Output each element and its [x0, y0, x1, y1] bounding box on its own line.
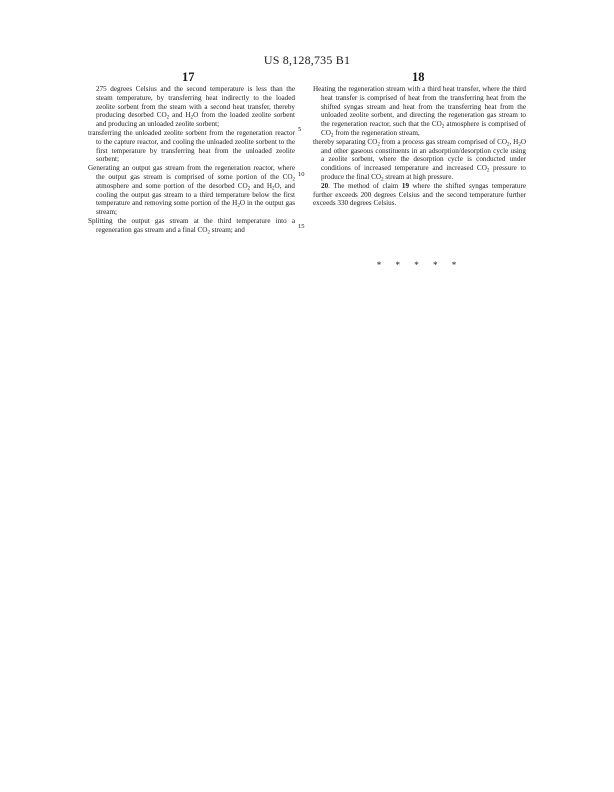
line-number: 5 — [298, 126, 302, 133]
paragraph: Splitting the output gas stream at the third temperature into a regeneration gas stream and a final $CO_2$ stream; and — [88, 216, 295, 236]
column-number-right: 18 — [412, 70, 425, 84]
left-column — [88, 85, 295, 235]
claim-20 — [313, 182, 526, 208]
right-column — [313, 85, 526, 208]
paragraph: thereby separating $CO_2$ from a process gas stream comprised of $CO_2$, $H_2O$ and other gaseous constituents in an adsorption/desorption cycle using a zeolite sorbent, where the desorption cycle is conducted under conditions of increased temperature and increased $CO_2$ pressure to produce the final $CO_2$ stream at high pressure. — [313, 137, 527, 183]
patent-number: US 8,128,735 B1 — [263, 53, 351, 67]
paragraph: Generating an output gas stream from the regeneration reactor, where the output gas stream is comprised of some portion of the $CO_2$ atmosphere and some portion of the desorbed $CO_2$ and $H_2O$, and cooling the output gas stream to a third temperature below the first temperature and removing some portion of the $H_2O$ in the output gas stream; — [88, 164, 296, 217]
claim-text: . The method of claim — [328, 181, 402, 190]
claim-reference: 19 — [401, 181, 410, 190]
line-number: 10 — [298, 171, 305, 178]
paragraph: Heating the regeneration stream with a third heat transfer, where the third heat transfer is comprised of heat from the transferring heat from the shifted syngas stream and heat from the transferring heat from the unloaded zeolite sorbent, and directing the regeneration gas stream to the regeneration reactor, such that the $CO_2$ atmosphere is comprised of $CO_2$ from the regeneration stream, — [313, 85, 527, 139]
end-of-document-mark: * * * * * — [376, 260, 463, 270]
line-number: 15 — [298, 223, 305, 230]
claim-text: where the shifted syngas temperature further exceeds 200 degrees Celsius and the second temperature further exceeds 330 degrees Celsius. — [313, 181, 526, 208]
paragraph: 275 degrees Celsius and the second temperature is less than the steam temperature, by transferring heat indirectly to the loaded zeolite sorbent from the steam with a second heat transfer, thereby producing desorbed $CO_2$ and $H_2O$ from the loaded zeolite sorbent and producing an unloaded zeolite sorbent; — [96, 85, 295, 129]
column-number-left: 17 — [182, 70, 195, 84]
paragraph: transferring the unloaded zeolite sorbent from the regeneration reactor to the capture reactor, and cooling the unloaded zeolite sorbent to the first temperature by transferring heat from the unloaded zeolite sorbent; — [88, 128, 295, 164]
claim-number: 20 — [321, 181, 329, 190]
